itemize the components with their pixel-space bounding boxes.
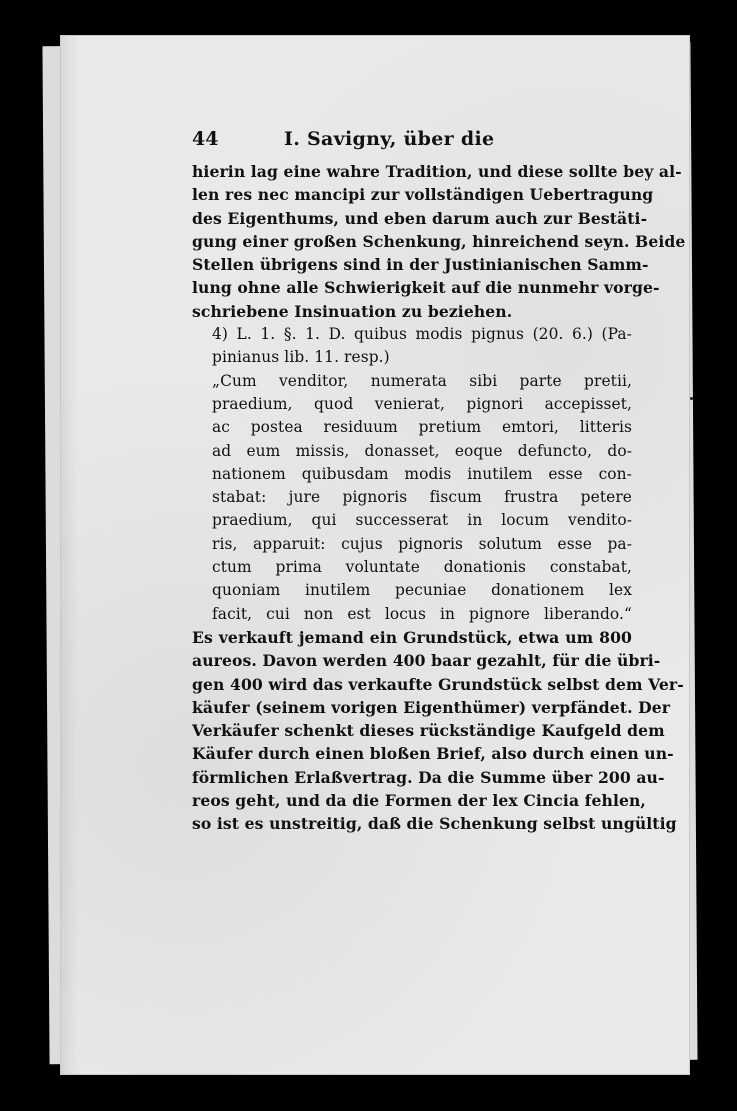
text-line: len res nec mancipi zur vollständigen Uebertragung (192, 185, 654, 205)
quote-line: nationem quibusdam modis inutilem esse con- (212, 464, 632, 483)
page-number: 44 (192, 128, 219, 150)
quote-line: facit, cui non est locus in pignore liberando.“ (212, 604, 632, 623)
text-line: käufer (seinem vorigen Eigenthümer) verpfändet. Der (192, 697, 671, 717)
quote-line: praedium, quod venierat, pignori accepisset, (212, 394, 632, 413)
text-line: des Eigenthums, und eben darum auch zur Bestäti- (192, 208, 648, 228)
latin-quotation (192, 370, 632, 626)
quote-line: ctum prima voluntate donationis constabat, (212, 558, 632, 577)
text-line: Es verkauft jemand ein Grundstück, etwa um 800 (192, 627, 632, 647)
text-line: hierin lag eine wahre Tradition, und diese sollte bey al- (192, 162, 682, 181)
text-line: reos geht, und da die Formen der lex Cincia fehlen, (192, 791, 646, 811)
text-line: gung einer großen Schenkung, hinreichend seyn. Beide (192, 231, 686, 251)
quote-line: praedium, qui successerat in locum vendito- (212, 511, 632, 530)
text-line: Käufer durch einen bloßen Brief, also durch einen un- (192, 744, 674, 764)
page-header (192, 128, 632, 160)
text-line: lung ohne alle Schwierigkeit auf die nunmehr vorge- (192, 278, 660, 298)
speckle-mark (690, 397, 693, 400)
running-head: I. Savigny, über die (284, 128, 495, 150)
quote-line: quoniam inutilem pecuniae donationem lex (212, 581, 632, 600)
body-paragraph-1 (192, 160, 686, 323)
text-line: so ist es unstreitig, daß die Schenkung selbst ungültig (192, 814, 677, 834)
quote-line: ris, apparuit: cujus pignoris solutum esse pa- (212, 534, 632, 553)
text-line: Verkäufer schenkt dieses rückständige Kaufgeld dem (192, 721, 665, 741)
body-paragraph-2 (192, 626, 684, 836)
page-text (192, 128, 686, 836)
quote-line: ac postea residuum pretium emtori, litteris (212, 418, 632, 437)
text-line: Stellen übrigens sind in der Justinianischen Samm- (192, 255, 649, 275)
citation-line: 4) L. 1. §. 1. D. quibus modis pignus (20. 6.) (Pa- (212, 325, 632, 344)
quote-line: „Cum venditor, numerata sibi parte pretii, (212, 371, 632, 390)
quote-line: stabat: jure pignoris fiscum frustra petere (212, 488, 632, 507)
text-line: schriebene Insinuation zu beziehen. (192, 301, 513, 321)
text-line: gen 400 wird das verkaufte Grundstück selbst dem Ver- (192, 674, 684, 694)
text-line: förmlichen Erlaßvertrag. Da die Summe über 200 au- (192, 767, 665, 787)
footnote-citation (192, 323, 632, 370)
citation-line: pinianus lib. 11. resp.) (212, 348, 390, 367)
text-line: aureos. Davon werden 400 baar gezahlt, für die übri- (192, 651, 661, 671)
quote-line: ad eum missis, donasset, eoque defuncto, do- (212, 441, 632, 460)
